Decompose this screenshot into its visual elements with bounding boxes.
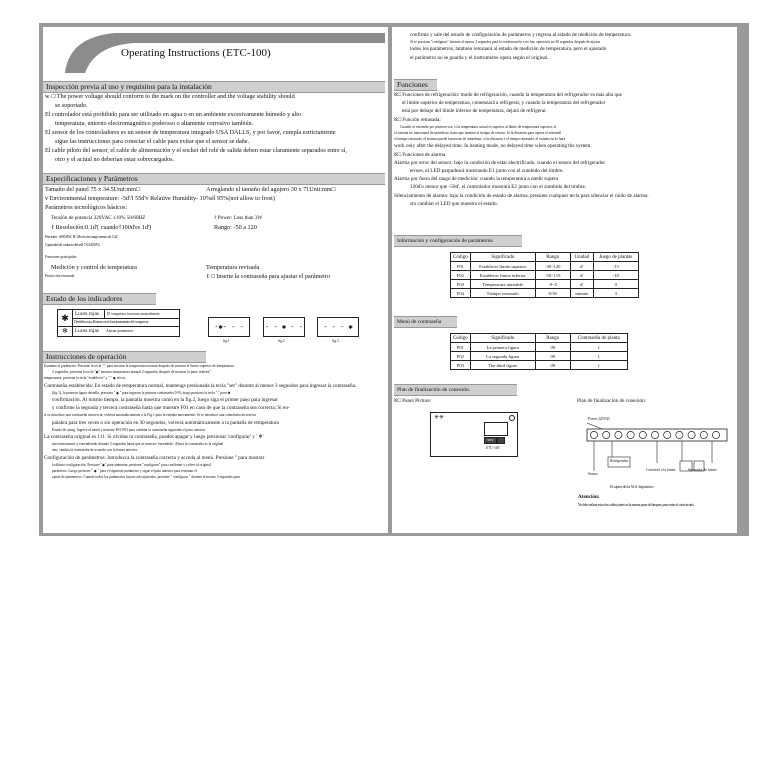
text-line: ℵ□ Función retrasada:	[394, 116, 441, 123]
table-cell: F03	[451, 280, 471, 289]
table-header-cell: Código	[451, 253, 471, 262]
table-header-cell: Rango	[535, 334, 570, 343]
spec-params-heading: Parámetros tecnológicos básicos:	[45, 204, 128, 211]
table-cell: 1	[570, 352, 627, 361]
spec-functions-heading: Funciones principales:	[45, 255, 78, 259]
wiring-plan-title: Plan de finalización de conexión:	[577, 398, 647, 404]
section-connection-title: Plan de finalización de conexión.	[394, 384, 517, 396]
text-line: (fig.1), la primera figura destella, presiona " ◆ " para ingresar la primera contraseña (0-9), luego presiona la tecla " " para ✱	[52, 390, 231, 395]
indicator-table	[57, 309, 180, 337]
table-row	[451, 271, 639, 280]
text-line: el parámetro no se guarda y el instrumento opera según el original.	[410, 54, 549, 61]
text-line: ajuste de parámetros. Cuando todos los parámetros hayan sido ajustados, presione " configurar " durante al menos 3 segundos para	[52, 475, 240, 480]
table-cell: La primera figura	[470, 343, 535, 352]
text-line: sincrónicamente y encendiendo durante 5 segundos hasta que se muestre 'encendido'. Ahora la contraseña es la original	[52, 442, 224, 447]
table-cell: 1	[570, 343, 627, 352]
text-line: sin cambiar el LED que muestra el estado.	[410, 200, 498, 207]
page-title: Operating Instructions (ETC-100)	[121, 47, 271, 59]
indicator-1-name: Luces rojas	[75, 311, 99, 317]
table-header-cell: Código	[451, 334, 471, 343]
table-cell: F02	[451, 271, 471, 280]
table-cell: -18	[593, 271, 638, 280]
spec-environment: v Environmental temperature: -5d'/l 55d'v Relative Humidity- 10%él 95%(not allow to frost)	[45, 195, 275, 202]
attention-title: Atención:	[578, 494, 600, 500]
wiring-connection-label: Conexión a la fuente	[646, 468, 676, 472]
table-cell: 0/30	[535, 289, 570, 298]
spec-supply: Tensión de potencia 220VAC ±10% 50/60HZ	[51, 215, 146, 221]
table-header-cell: Unidad	[570, 253, 593, 262]
section-functions-title: Funciones	[394, 79, 437, 91]
text-line: Alarma por fuera del rango de medición: cuando la temperatura a medir supera	[394, 176, 558, 183]
text-line: se soportado.	[55, 102, 88, 109]
table-cell: -50~119	[535, 271, 570, 280]
text-line: otro y el actual no deberían estar sobrecargados.	[55, 156, 175, 163]
text-line: sigue las instrucciones para conectar el cable para evitar que el sensor se dañe.	[55, 138, 250, 145]
table-cell: d'	[570, 280, 593, 289]
table-header-cell: Contraseña de planta	[570, 334, 627, 343]
table-cell: -49~120	[535, 262, 570, 271]
table-header-cell: Significado	[470, 253, 535, 262]
panel-model: ETC-100	[486, 446, 500, 450]
table-cell: -9~5	[535, 280, 570, 289]
text-line: El sensor de los controladores es un sensor de temperatura integrado USA DALLS, y por favor, cumpla estrictamente	[45, 129, 336, 136]
function-revised: Temperatura revisada	[206, 264, 260, 271]
wiring-refrigerator-label: Refrigerador	[610, 459, 629, 463]
table-row	[451, 352, 628, 361]
text-line: confirma y sale del estado de configuración de parámetros y regresa al estado de medición de temperatura.	[410, 32, 632, 38]
snowflake-icon: ✱	[58, 310, 73, 327]
wiring-diagram	[582, 409, 732, 501]
text-line: Silenciamiento de alarma: bajo la condición de estado de alarma, presione cualquier tecla para silenciar el ruido de alarma.	[394, 192, 649, 199]
table-cell: The third figure	[470, 361, 535, 370]
text-line: temperatura; presiona la tecla "establecer" y " " ◆ efecto.	[44, 376, 127, 381]
section-indicators-title: Estado de los indicadores	[43, 293, 156, 305]
table-cell: 09	[535, 361, 570, 370]
table-header-row	[451, 334, 628, 343]
table-row	[451, 361, 628, 370]
table-cell: F04	[451, 289, 471, 298]
display-fig-2: - - ✱ - -	[263, 317, 305, 337]
spec-hole-size: Arreglando el tamaño del agujero 30 x 71Unit:mm□	[206, 186, 336, 193]
text-line: Alarma por error del sensor: bajo la condición de estar electrificado, cuando el sensor del refrigerador	[394, 159, 606, 166]
table-cell: Tiempo retrasado	[470, 289, 535, 298]
table-cell: P03	[451, 361, 471, 370]
text-line: y confirme la segunda y tercera contraseña hasta que muestre F01 en caso de que la contraseña sea correcta; Si en-	[52, 405, 290, 412]
text-line: 120d'o menor que -50d', el controlador mostrará E2 junto con el zumbido del timbre.	[410, 184, 587, 191]
table-header-cell: Significado	[470, 334, 535, 343]
password-table	[450, 333, 628, 370]
text-line: ℵ□ Funciones de refrigeración: modo de refrigeración, cuando la temperatura del refrigerador es más alta que	[394, 92, 622, 98]
table-cell: 0	[593, 280, 638, 289]
table-cell: F01	[451, 262, 471, 271]
text-line: palabra para tres veces o sin operación en 30 segundos, volverá automáticamente a la pantalla de temperatura	[52, 419, 279, 426]
parameters-table	[450, 252, 639, 298]
section-parameters-title: Información y configuración de parámetros	[394, 235, 522, 247]
text-line: parámetro. Luego presione " ◆ " para el siguiente parámetro y sigue el paso anterior para terminar el	[52, 469, 197, 473]
attention-text: No debe utilizar estos dos cables juntos en la misma pinza de lámpara, para evitar el cortocircuito.	[578, 503, 695, 507]
table-cell: 09	[535, 352, 570, 361]
text-line: Configuración de parámetros: Introduzca la contraseña correcta y acceda al menú. Presione " para mostrar	[44, 454, 265, 461]
text-line: todos los parámetros, también retornará al estado de medición de temperatura, pero el ajustado	[410, 46, 607, 53]
text-line: Estado de aying. Ingrese al menú y muestre F01-F03 para cambiar la contraseña siguiendo el paso anterior.	[52, 427, 206, 432]
text-line: está por debajo del límite inferior de temperatura, dejará de refrigerar.	[402, 108, 547, 115]
set-button[interactable]: SET	[484, 437, 497, 444]
text-line: el límite superior de temperatura, comenzará a refrigerar, y cuando la temperatura del refrigerador	[402, 100, 606, 107]
section-operation-title: Instrucciones de operación	[43, 351, 206, 363]
table-cell: d'	[570, 271, 593, 280]
text-line: Si se presiona "configurar" durante al menos 3 segundos para la confirmación o no hay operación en 30 segundos después de ajustar	[410, 40, 601, 45]
section-password-title: Menú de contraseña	[394, 316, 457, 328]
wiring-note: El sujetos de los ACd· dispositivos ·	[610, 485, 655, 489]
table-cell: minute	[570, 289, 593, 298]
table-row	[451, 262, 639, 271]
left-page	[43, 27, 388, 533]
panel-picture	[430, 412, 518, 457]
indicator-2-desc: Ajustar parámetros	[106, 329, 134, 333]
snowflake-icon: ❄	[58, 326, 73, 336]
led-icon	[509, 415, 515, 421]
text-line: work only after the delayed time. In heating mode, no delayed time when operating the system.	[394, 143, 592, 150]
section-specs-title: Especificaciones y Parámetros	[43, 173, 385, 185]
panel-picture-label: ℵ□ Panel Picture:	[394, 398, 432, 404]
spec-range: Rango: -50 a 120	[214, 224, 257, 231]
table-cell: -15	[593, 262, 638, 271]
text-line: si se introduce una contraseña incorrecta, volverá automáticamente a la Fig.1 para la entrada nuevamente. Si se introduce una contraseña incorrecta	[44, 413, 256, 418]
function-measure: Medición y control de temperatura	[51, 264, 137, 271]
text-line: Cuando se enciende por primera vez, si la temperatura actual es superior al límite de temperatura superior, el	[400, 124, 557, 129]
display-fig-3: - - - ✱	[317, 317, 359, 337]
spec-precision: Precisión - 0d/l0 85d', 8C Mt en otro rango menos de C2d'	[45, 235, 118, 239]
table-cell: 3	[593, 289, 638, 298]
fig-1-label: fig.1	[223, 339, 230, 343]
indicator-1-desc: El compresor funciona normalmente	[107, 312, 160, 316]
wiring-sensor-label: Sensor	[588, 472, 598, 476]
table-cell: P01	[451, 343, 471, 352]
indicator-1-desc2: Destellos rojos Retraso en el funcionamiento del compresor	[74, 320, 149, 324]
spec-relay: Capacidad de contacto del relé 7A/240VAC	[45, 243, 100, 247]
table-cell: Temperatura ajustable	[470, 280, 535, 289]
table-cell: Establecer límite superior	[470, 262, 535, 271]
spec-resolution: ℓ Resolución:0.1d'( cuando†100d'es 1d')	[51, 224, 152, 231]
text-line: El cable piloto del sensor, el cable de alimentación y el socket del relé de salida deben estar claramente separados entre sí,	[45, 147, 347, 154]
table-cell: Establecer límite inferior	[470, 271, 535, 280]
fig-2-label: fig.2	[278, 339, 285, 343]
text-line: la última configuración. Presione "◆" para aumentar, presione "configurar" para confirmar y volver al original	[52, 462, 211, 467]
text-line: 2 segundos; presiona la tecla "◆" mostrar temperatura normal 2 segundos después de mostrar la parte inferior"	[52, 370, 212, 375]
text-line: Examine el parámetro: Presione la tecla " " para mostrar la temperatura normal después de mostrar el límite superior de temperatura.	[44, 364, 235, 368]
text-line: erroes, el LED parpadeará mostrando E1 junto con el zumbido del timbre.	[410, 168, 564, 174]
up-button[interactable]	[497, 437, 505, 444]
indicator-2-name: Luces rojas	[75, 328, 99, 334]
text-line: uno, cambia la contraseña de acuerdo con la forma anterior.	[52, 448, 138, 453]
wiring-separator-label: Separador de fuente	[688, 468, 717, 472]
snowflake-icon: ✳✳	[434, 415, 445, 421]
function-password: ℓ·□ Inserte la contraseña para ajustar el parámetro	[206, 273, 331, 280]
text-line: confirmación. Al mismo tiempo, la pantalla muestra como en la fig.2, luego siga el primer paso para ingresar	[52, 397, 279, 403]
display-fig-1: -✱- - -	[208, 317, 250, 337]
text-line: ℵ□ Funciones de alarma	[394, 151, 446, 158]
text-line: Contraseña establecida: En estado de temperatura normal, mantenga presionada la tecla "set" durante al menos 3 segundos para ingresar la contraseña.	[44, 382, 357, 389]
panel-display	[484, 422, 508, 436]
text-line: el sistema no funcionará de inmediato, hasta que termine el tiempo de retraso. Si la distancia para operar el sistema0	[394, 131, 562, 135]
text-line: w·□ The power voltage should conform to the mark on the controller and the voltage stability should	[45, 93, 295, 100]
table-cell: d'	[570, 262, 593, 271]
table-row	[451, 343, 628, 352]
right-page	[392, 27, 737, 533]
spec-power: ℓ Power: Less than 3W	[214, 215, 263, 221]
table-cell: P02	[451, 352, 471, 361]
table-row	[451, 289, 639, 298]
section-inspection-title: Inspección previa al uso y requisitos para la instalación	[43, 81, 385, 93]
text-line: el tiempo retrasado, el sistema puede funcionar de inmediato; si la distancia ℓ el tiempo retrasado, el sistema no lo hará	[394, 137, 566, 142]
table-cell: 09	[535, 343, 570, 352]
table-cell: La segunda figura	[470, 352, 535, 361]
fig-3-label: fig.3	[332, 339, 339, 343]
spec-panel-size: Tamaño del panel 75 x 34.5Unit:mm□	[45, 186, 140, 193]
text-line: temperatura, entorno electromagnético poderoso o altamente corrosivo también.	[55, 120, 254, 127]
table-header-cell: Juego de plantas	[593, 253, 638, 262]
text-line: El controlador está prohibido para ser utilizado en agua o en un ambiente excesivamente húmedo y alto	[45, 111, 302, 118]
wiring-power-label: Power 220VAC	[588, 417, 611, 421]
function-delay: Protección retrasada	[45, 274, 75, 278]
text-line: La contraseña original es 111. Si olvidas tu contraseña, puedes apagar y luego presionar 'configurar' y ' ❄'	[44, 434, 264, 440]
table-header-cell: Rango	[535, 253, 570, 262]
table-header-row	[451, 253, 639, 262]
table-cell: 1	[570, 361, 627, 370]
table-row	[451, 280, 639, 289]
